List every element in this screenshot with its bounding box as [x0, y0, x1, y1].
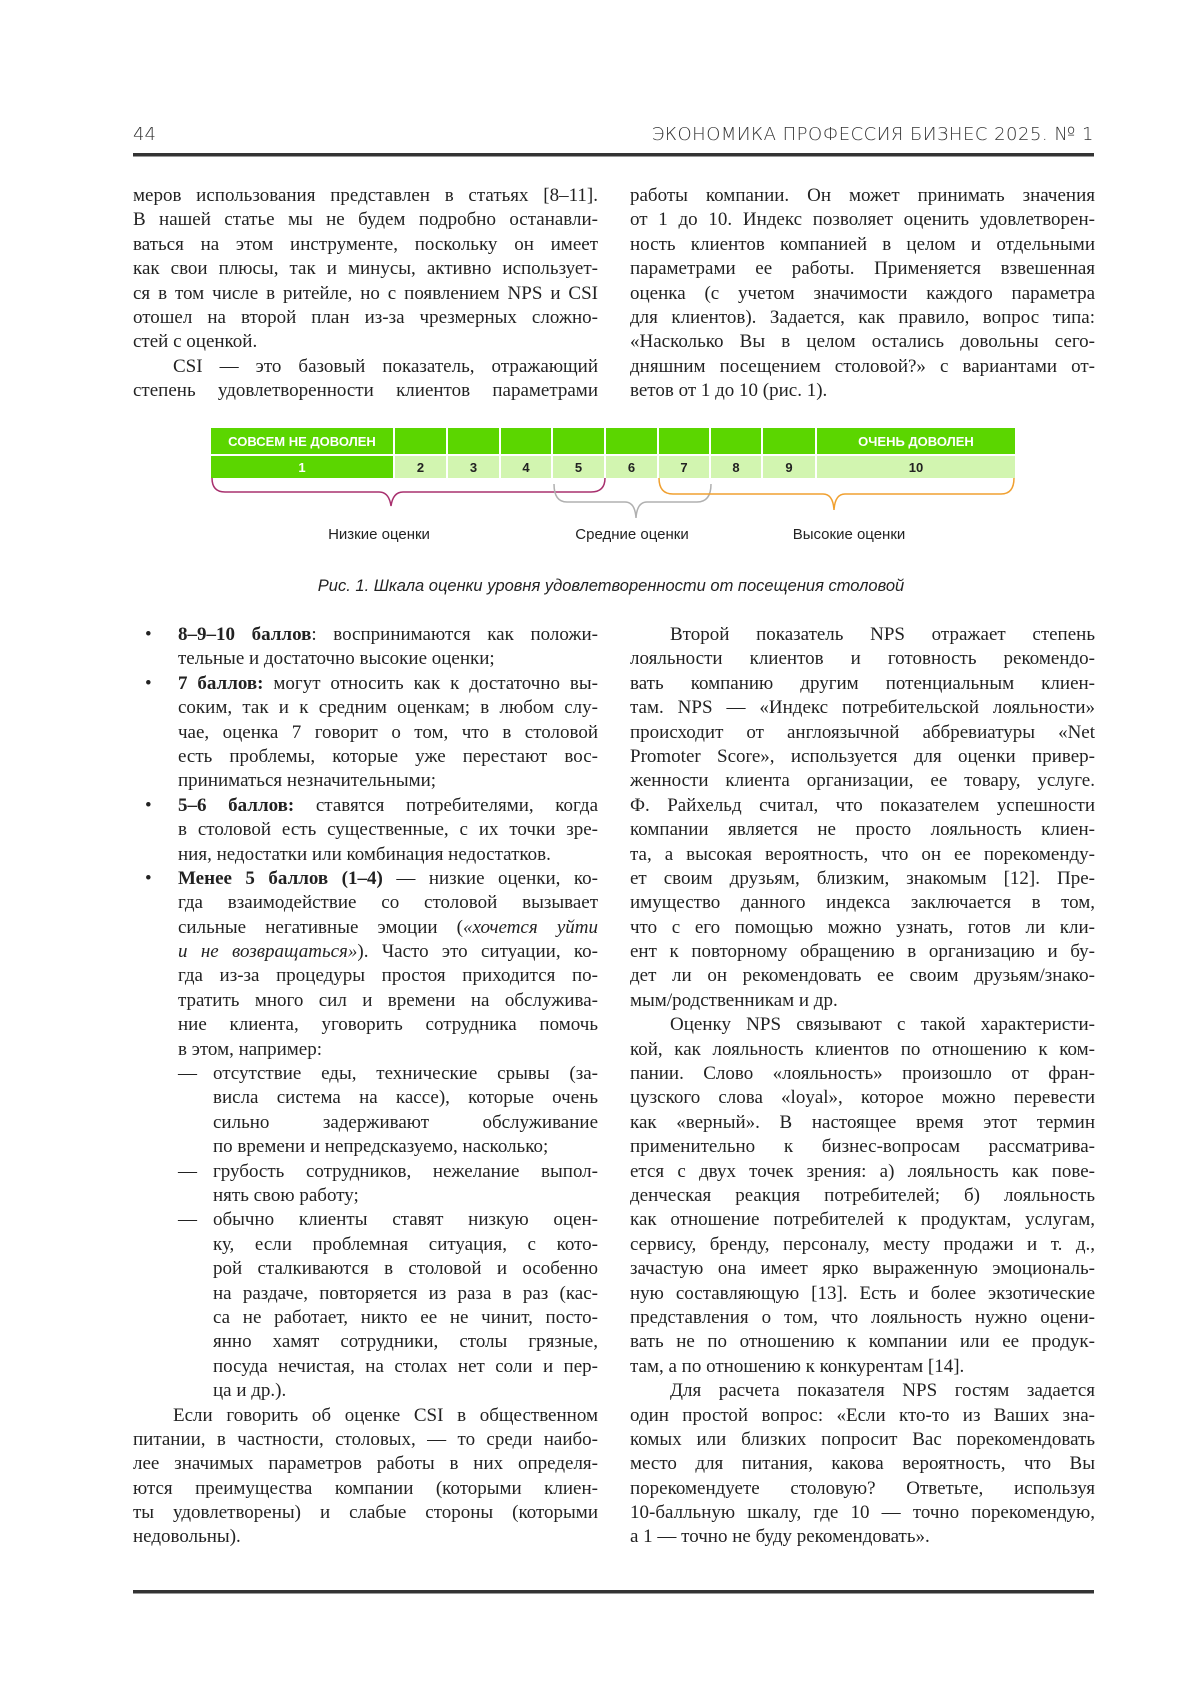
line-text: что с его помощью можно узнать, готов ли кли-	[630, 917, 1095, 938]
text-line	[133, 1477, 598, 1501]
text-line	[133, 1062, 598, 1086]
text-line	[630, 1111, 1095, 1135]
header-rule	[133, 153, 1094, 157]
page-number: 44	[133, 124, 156, 145]
text-line	[133, 1160, 598, 1184]
satisfaction-scale-figure	[211, 428, 1015, 568]
text-line	[630, 330, 1095, 354]
dash-marker: —	[178, 1062, 197, 1086]
bullet-item	[133, 672, 598, 794]
line-text: тельные и достаточно высокие оценки;	[178, 648, 495, 669]
line-text: комых или близких попросит Вас порекомендовать	[630, 1429, 1095, 1450]
dash-marker: —	[178, 1208, 197, 1232]
text-line	[133, 769, 598, 793]
score-cell-1: 1	[211, 456, 395, 478]
scale-header-cell	[659, 428, 711, 454]
line-text: ние клиента, уговорить сотрудника помочь	[178, 1014, 598, 1035]
text-line	[630, 721, 1095, 745]
line-text: женности клиента организации, ее товару, услуге.	[630, 770, 1095, 791]
line-text: зачастую она имеет ярко выраженную эмоциональ-	[630, 1258, 1095, 1279]
line-text: там, а по отношению к конкурентам [14].	[630, 1356, 964, 1377]
text-line	[630, 1257, 1095, 1281]
line-text: чае, оценка 7 говорит о том, что в столовой	[178, 722, 598, 743]
line-text: ваться на этом инструменте, поскольку он имеет	[133, 234, 598, 255]
scale-header-cell	[501, 428, 553, 454]
bullet-marker: •	[145, 794, 152, 818]
line-text: Для расчета показателя NPS гостям задается	[670, 1380, 1095, 1401]
score-cell-8: 8	[711, 456, 763, 478]
line-text: янно хамят сотрудники, столы грязные,	[213, 1331, 598, 1352]
bold-text: 7 баллов:	[178, 673, 264, 694]
dash-item	[133, 1208, 598, 1403]
text-line	[630, 867, 1095, 891]
line-text: Второй показатель NPS отражает степень	[670, 624, 1095, 645]
line-text: ность клиентов компанией в целом и отдельными	[630, 234, 1095, 255]
text-line	[630, 916, 1095, 940]
figure-caption: Рис. 1. Шкала оценки уровня удовлетворенности от посещения столовой	[0, 577, 1200, 596]
line-text: цузского слова «loyal», которое можно перевести	[630, 1087, 1095, 1108]
line-text: недовольны).	[133, 1526, 241, 1547]
text-line	[133, 1525, 598, 1549]
text-line	[630, 1452, 1095, 1476]
text-line	[630, 355, 1095, 379]
line-text: на раздаче, повторяется из раза в раз (кас-	[213, 1283, 598, 1304]
line-text: ются преимущества компании (которыми клиен-	[133, 1478, 598, 1499]
text-line	[630, 1428, 1095, 1452]
line-text: один простой вопрос: «Если кто-то из Ваших зна-	[630, 1405, 1095, 1426]
line-text: как отношение потребителей к продуктам, услугам,	[630, 1209, 1095, 1230]
line-text: тратить много сил и времени на обслужива-	[178, 990, 598, 1011]
line-text: для клиентов). Задается, как правило, вопрос типа:	[630, 307, 1095, 328]
scale-header-cell	[606, 428, 659, 454]
line-text: ты удовлетворены) и слабые стороны (которыми	[133, 1502, 598, 1523]
text-line	[133, 843, 598, 867]
line-text: вать компанию другим потенциальным клиен-	[630, 673, 1095, 694]
bullet-marker: •	[145, 623, 152, 647]
text-line	[630, 306, 1095, 330]
line-text: меров использования представлен в статьях [8–11].	[133, 185, 598, 206]
dash-item	[133, 1160, 598, 1209]
line-text: «Насколько Вы в целом остались довольны сего-	[630, 331, 1095, 352]
text-line	[630, 208, 1095, 232]
line-text: мым/родственникам и др.	[630, 990, 838, 1011]
group-label-mid: Средние оценки	[575, 526, 688, 543]
line-text: денческая реакция потребителей; б) лояльность	[630, 1185, 1095, 1206]
line-text: вать не по отношению к компании или ее продук-	[630, 1331, 1095, 1352]
bullet-item	[133, 794, 598, 867]
text-line	[133, 1257, 598, 1281]
line-text: в столовой есть существенные, с их точки зре-	[178, 819, 598, 840]
text-line	[133, 1355, 598, 1379]
bold-text: Менее 5 баллов (1–4)	[178, 868, 383, 889]
text-line	[630, 1160, 1095, 1184]
text-line	[630, 257, 1095, 281]
column-bottom-left	[133, 623, 598, 1550]
text-line	[133, 1428, 598, 1452]
text-line	[630, 1282, 1095, 1306]
text-line	[133, 257, 598, 281]
line-text: ставятся потребителями, когда	[294, 795, 598, 816]
score-cell-5: 5	[553, 456, 606, 478]
line-text: : воспринимаются как положи-	[311, 624, 598, 645]
line-text: приниматься незначительными;	[178, 770, 436, 791]
text-line	[133, 916, 598, 940]
text-line	[133, 940, 598, 964]
text-line	[630, 1379, 1095, 1403]
line-text: работы компании. Он может принимать значения	[630, 185, 1095, 206]
text-line	[630, 1184, 1095, 1208]
column-bottom-right	[630, 623, 1095, 1550]
text-line	[630, 282, 1095, 306]
line-text: там. NPS — «Индекс потребительской лояльности»	[630, 697, 1095, 718]
column-top-right	[630, 184, 1095, 404]
line-text: нять свою работу;	[213, 1185, 359, 1206]
text-line	[630, 647, 1095, 671]
text-line	[630, 1404, 1095, 1428]
text-line	[133, 964, 598, 988]
line-text: как свои плюсы, так и минусы, активно использует-	[133, 258, 598, 279]
text-line	[133, 1135, 598, 1159]
line-text: Ф. Райхельд считал, что показателем успешности	[630, 795, 1095, 816]
text-line	[133, 233, 598, 257]
italic-text: «хочется уйти	[463, 917, 598, 938]
text-line	[630, 1208, 1095, 1232]
paragraph	[133, 184, 598, 355]
text-line	[133, 184, 598, 208]
score-cell-3: 3	[448, 456, 501, 478]
text-line	[630, 1477, 1095, 1501]
bullet-marker: •	[145, 672, 152, 696]
score-cell-6: 6	[606, 456, 659, 478]
line-text: лояльности клиентов и готовность рекомендо-	[630, 648, 1095, 669]
text-line	[630, 989, 1095, 1013]
line-text: применительно к бизнес-вопросам рассматрива-	[630, 1136, 1095, 1157]
text-line	[133, 306, 598, 330]
text-line	[133, 1208, 598, 1232]
line-text: гда взаимодействие со столовой вызывает	[178, 892, 598, 913]
text-line	[133, 379, 598, 403]
text-line	[630, 794, 1095, 818]
line-text: ся в том числе в ритейле, но с появлением NPS и CSI	[133, 283, 598, 304]
score-cell-7: 7	[659, 456, 711, 478]
text-line	[133, 623, 598, 647]
line-text: от 1 до 10. Индекс позволяет оценить удовлетворен-	[630, 209, 1095, 230]
scale-header-cell	[553, 428, 606, 454]
line-text: пании. Слово «лояльность» произошло от фран-	[630, 1063, 1095, 1084]
text-line	[630, 745, 1095, 769]
scale-header-right: ОЧЕНЬ ДОВОЛЕН	[817, 428, 1015, 454]
line-text: рой сталкиваются в столовой и особенно	[213, 1258, 598, 1279]
text-line	[133, 818, 598, 842]
text-line	[133, 794, 598, 818]
column-top-left	[133, 184, 598, 404]
line-text: в этом, например:	[178, 1039, 322, 1060]
text-line	[630, 1062, 1095, 1086]
text-line	[630, 184, 1095, 208]
paragraph	[630, 1379, 1095, 1550]
scale-header-left: СОВСЕМ НЕ ДОВОЛЕН	[211, 428, 395, 454]
line-text: по времени и непредсказуемо, насколько;	[213, 1136, 548, 1157]
paragraph	[630, 1013, 1095, 1379]
line-text: обычно клиенты ставят низкую оцен-	[213, 1209, 598, 1230]
italic-text: и не возвращаться»	[178, 941, 357, 962]
bullet-item	[133, 867, 598, 1062]
score-cell-10: 10	[817, 456, 1015, 478]
text-line	[133, 1501, 598, 1525]
line-text: отсутствие еды, технические срывы (за-	[213, 1063, 598, 1084]
line-text: са не работает, никто ее не чинит, посто-	[213, 1307, 598, 1328]
line-text: соким, так и к средним оценкам; в любом слу-	[178, 697, 598, 718]
line-text: стей с оценкой.	[133, 331, 257, 352]
text-line	[133, 282, 598, 306]
line-text: 10-балльную шкалу, где 10 — точно порекомендую,	[630, 1502, 1095, 1523]
line-text: отошел на второй план из-за чрезмерных сложно-	[133, 307, 598, 328]
paragraph	[133, 355, 598, 404]
text-line	[630, 233, 1095, 257]
line-text: порекомендуете столовую? Ответьте, используя	[630, 1478, 1095, 1499]
footer-rule	[133, 1590, 1094, 1594]
text-line	[133, 208, 598, 232]
line-text: представления о том, что лояльность нужно оцени-	[630, 1307, 1095, 1328]
text-line	[630, 1525, 1095, 1549]
line-text: ет своим друзьям, близким, знакомым [12]. Пре-	[630, 868, 1095, 889]
line-text: Если говорить об оценке CSI в общественном	[173, 1405, 598, 1426]
line-text: сервису, бренду, персоналу, месту продажи и т. д.,	[630, 1234, 1095, 1255]
line-text: ент к повторному обращению в организацию и бу-	[630, 941, 1095, 962]
text-line	[630, 964, 1095, 988]
text-line	[630, 818, 1095, 842]
text-line	[630, 1330, 1095, 1354]
text-line	[133, 1404, 598, 1428]
text-line	[630, 1038, 1095, 1062]
line-text: ную составляющую [13]. Есть и более экзотические	[630, 1283, 1095, 1304]
paragraph	[133, 1404, 598, 1550]
line-text: грубость сотрудников, нежелание выпол-	[213, 1161, 598, 1182]
brace-low	[212, 478, 605, 506]
text-line	[133, 1013, 598, 1037]
text-line	[133, 330, 598, 354]
text-line	[133, 721, 598, 745]
line-text: лее значимых параметров работы в них определя-	[133, 1453, 598, 1474]
line-text: а 1 — точно не буду рекомендовать».	[630, 1526, 930, 1547]
line-text: Promoter Score», используется для оценки привер-	[630, 746, 1095, 767]
text-line	[630, 623, 1095, 647]
score-cell-9: 9	[763, 456, 817, 478]
text-line	[630, 1501, 1095, 1525]
text-line	[133, 355, 598, 379]
line-text: кой, как лояльность клиентов по отношению к ком-	[630, 1039, 1095, 1060]
text-line	[133, 1452, 598, 1476]
line-text: компании является не просто лояльность клиен-	[630, 819, 1095, 840]
text-line	[630, 891, 1095, 915]
line-text: та, а высокая вероятность, что он ее порекоменду-	[630, 844, 1095, 865]
text-line	[630, 769, 1095, 793]
line-text: место для питания, какова вероятность, что Вы	[630, 1453, 1095, 1474]
text-line	[133, 989, 598, 1013]
text-line	[133, 745, 598, 769]
text-line	[133, 867, 598, 891]
line-text: как «верный». В настоящее время этот термин	[630, 1112, 1095, 1133]
line-text: степень удовлетворенности клиентов параметрами	[133, 380, 598, 401]
text-line	[630, 1086, 1095, 1110]
bullet-item	[133, 623, 598, 672]
text-line	[630, 1306, 1095, 1330]
text-line	[630, 843, 1095, 867]
text-line	[133, 647, 598, 671]
journal-title: ЭКОНОМИКА ПРОФЕССИЯ БИЗНЕС 2025. № 1	[652, 124, 1094, 145]
text-line	[630, 379, 1095, 403]
line-text: питании, в частности, столовых, — то среди наибо-	[133, 1429, 598, 1450]
text-line	[133, 672, 598, 696]
text-line	[133, 1330, 598, 1354]
score-cell-4: 4	[501, 456, 553, 478]
group-label-low: Низкие оценки	[328, 526, 430, 543]
line-text: есть проблемы, которые уже перестают вос-	[178, 746, 598, 767]
line-text: имущество данного индекса заключается в том,	[630, 892, 1095, 913]
line-text: дняшним посещением столовой?» с вариантами от-	[630, 356, 1095, 377]
text-line	[133, 891, 598, 915]
line-text: Оценку NPS связывают с такой характеристи-	[670, 1014, 1095, 1035]
line-text: могут относить как к достаточно вы-	[264, 673, 599, 694]
text-line	[630, 696, 1095, 720]
line-text: ца и др.).	[213, 1380, 286, 1401]
paragraph	[630, 184, 1095, 404]
line-text: ку, если проблемная ситуация, с кото-	[213, 1234, 598, 1255]
text-line	[133, 1233, 598, 1257]
line-text: висла система на кассе), которые очень	[213, 1087, 598, 1108]
text-line	[133, 1379, 598, 1403]
line-text: В нашей статье мы не будем подробно останавли-	[133, 209, 598, 230]
line-text: CSI — это базовый показатель, отражающий	[173, 356, 598, 377]
text-line	[133, 1184, 598, 1208]
line-text: посуда нечистая, на столах нет соли и пер-	[213, 1356, 598, 1377]
text-line	[630, 1355, 1095, 1379]
scale-header-cell	[711, 428, 763, 454]
line-text: сильно задерживают обслуживание	[213, 1112, 598, 1133]
text-line	[133, 1038, 598, 1062]
text-line	[630, 1013, 1095, 1037]
text-line	[630, 1135, 1095, 1159]
scale-header-cell	[763, 428, 817, 454]
paragraph	[630, 623, 1095, 1013]
brace-mid	[554, 484, 711, 518]
line-text: ветов от 1 до 10 (рис. 1).	[630, 380, 827, 401]
brace-high	[659, 478, 1014, 510]
text-line	[630, 672, 1095, 696]
text-line	[133, 1282, 598, 1306]
line-text: происходит от англоязычной аббревиатуры «Net	[630, 722, 1095, 743]
line-text: дет ли он рекомендовать ее своим друзьям/знако-	[630, 965, 1095, 986]
line-text: ). Часто это ситуации, ко-	[357, 941, 598, 962]
text-line	[133, 696, 598, 720]
dash-item	[133, 1062, 598, 1160]
dash-marker: —	[178, 1160, 197, 1184]
line-text: параметрами ее работы. Применяется взвешенная	[630, 258, 1095, 279]
text-line	[630, 1233, 1095, 1257]
line-text: ется с двух точек зрения: а) лояльность как пове-	[630, 1161, 1095, 1182]
text-line	[133, 1306, 598, 1330]
line-text: сильные негативные эмоции (	[178, 917, 463, 938]
bold-text: 5–6 баллов:	[178, 795, 294, 816]
text-line	[630, 940, 1095, 964]
line-text: оценка (с учетом значимости каждого параметра	[630, 283, 1095, 304]
line-text: гда из-за процедуры простоя приходится по-	[178, 965, 598, 986]
scale-header-cell	[395, 428, 448, 454]
line-text: — низкие оценки, ко-	[383, 868, 598, 889]
line-text: ния, недостатки или комбинация недостатков.	[178, 844, 551, 865]
bold-text: 8–9–10 баллов	[178, 624, 311, 645]
text-line	[133, 1111, 598, 1135]
score-cell-2: 2	[395, 456, 448, 478]
bullet-marker: •	[145, 867, 152, 891]
group-label-high: Высокие оценки	[793, 526, 906, 543]
text-line	[133, 1086, 598, 1110]
scale-header-cell	[448, 428, 501, 454]
